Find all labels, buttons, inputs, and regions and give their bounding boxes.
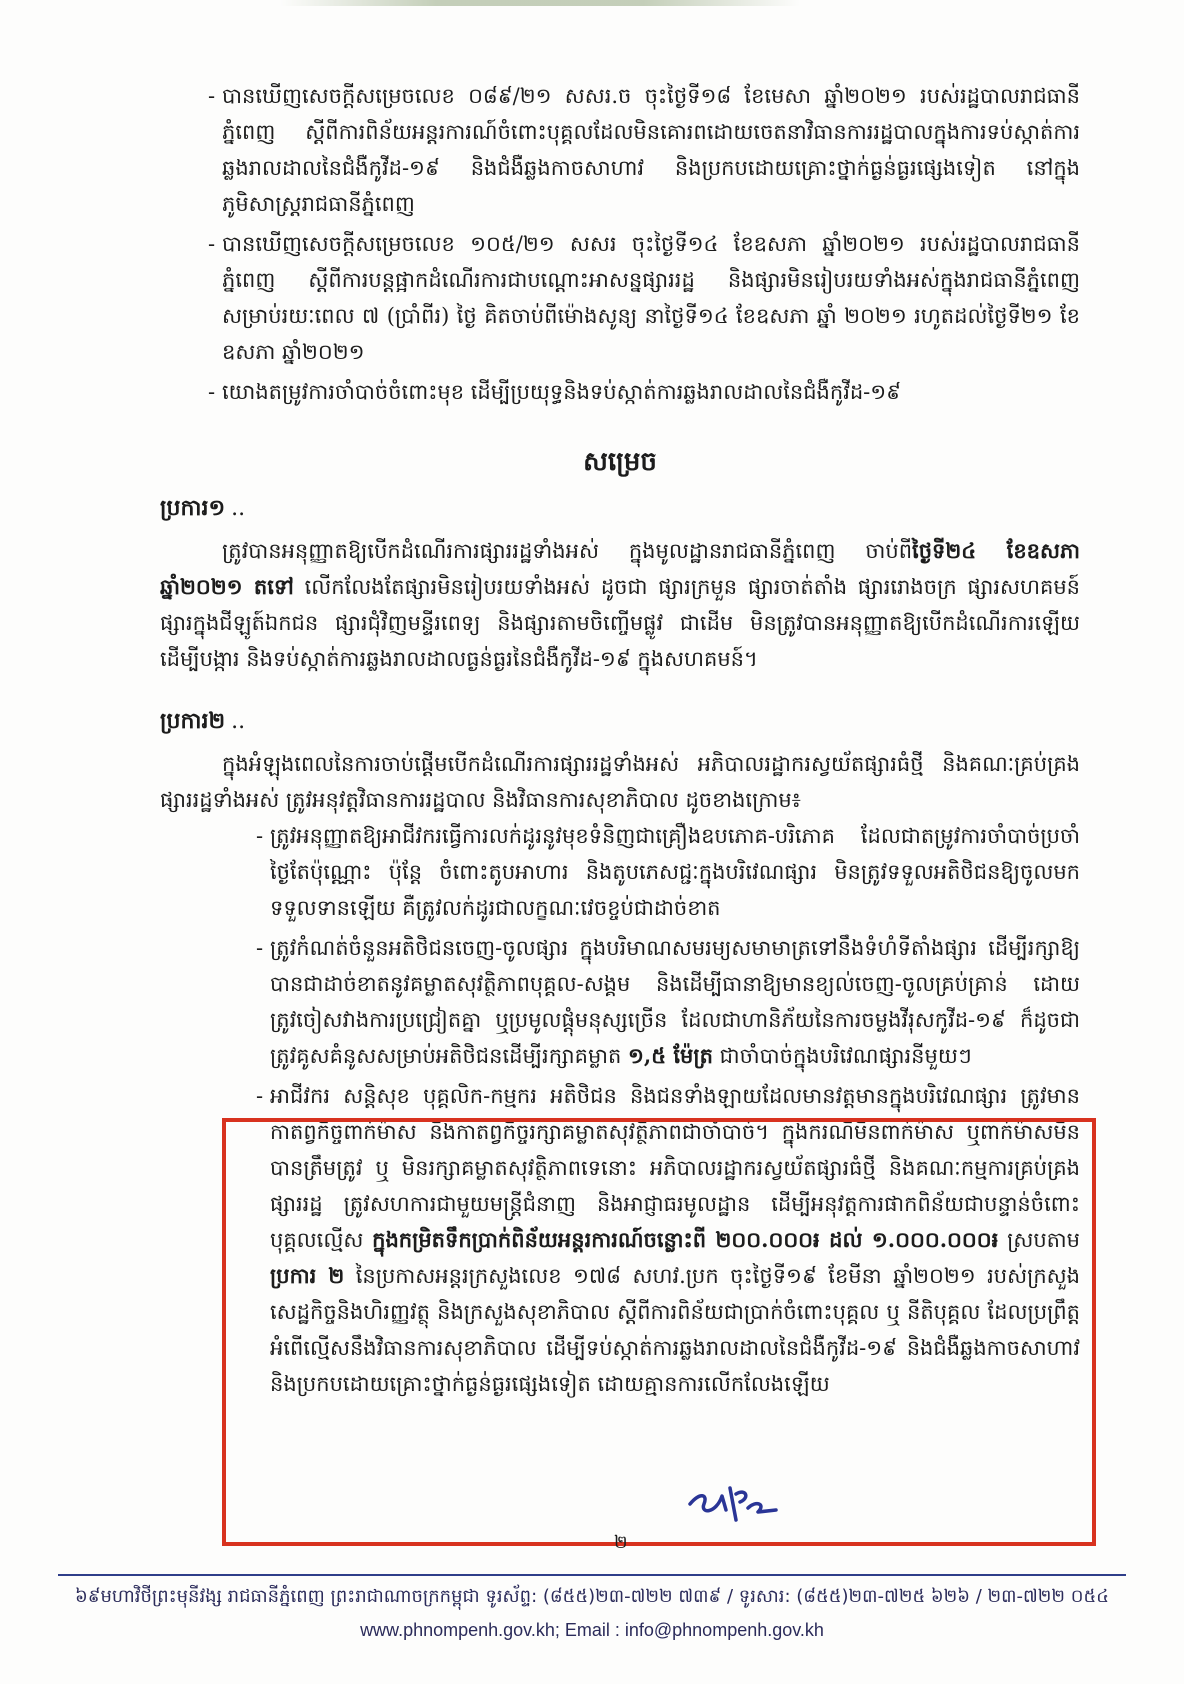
preamble-text: បានឃើញសេចក្ដីសម្រេចលេខ ១០៥/២១ សសរ ចុះថ្ងៃទី១៤ ខែឧសភា ឆ្នាំ២០២១ របស់រដ្ឋបាលរាជធានីភ្នំពេញ ស្ដីពីការបន្តផ្អាកដំណើរការជាបណ្ដោះអាសន្នផ្សាររដ្ឋ និងផ្សារមិនរៀបរយទាំងអស់ក្នុងរាជធានីភ្នំពេញ សម្រាប់រយៈពេល ៧ (ប្រាំពីរ) ថ្ងៃ គិតចាប់ពីម៉ោងសូន្យ នាថ្ងៃទី១៤ ខែឧសភា ឆ្នាំ ២០២១ រហូតដល់ថ្ងៃទី២១ ខែឧសភា ឆ្នាំ២០២១	[222, 232, 1080, 364]
distance-value: ១,៥ ម៉ែត្រ	[627, 1043, 713, 1068]
article-1-dots: ..	[231, 496, 246, 521]
article-2-heading	[160, 703, 1080, 740]
article-2-dots: ..	[231, 709, 246, 734]
footer-contact: www.phnompenh.gov.kh; Email : info@phnompenh.gov.kh	[360, 1620, 824, 1640]
article-1-date: ថ្ងៃទី២៤ ខែឧសភា ឆ្នាំ២០២១ តទៅ	[160, 538, 1080, 599]
red-highlight-box	[222, 1118, 1096, 1546]
bullet-dash: -	[256, 824, 264, 848]
page-number: ២	[614, 1532, 628, 1553]
bullet-dash: -	[208, 380, 216, 404]
article-1-text-a: ត្រូវបានអនុញ្ញាតឱ្យបើកដំណើរការផ្សាររដ្ឋទាំងអស់ ក្នុងមូលដ្ឋានរាជធានីភ្នំពេញ ចាប់ពី	[222, 539, 913, 563]
preamble-item	[160, 226, 1080, 370]
preamble-text: យោងតម្រូវការចាំបាច់ចំពោះមុខ ដើម្បីប្រយុទ្ធនិងទប់ស្កាត់ការឆ្លងរាលដាលនៃជំងឺកូវីដ-១៩	[222, 380, 902, 404]
footer-address: ៦៩មហាវិថីព្រះមុនីវង្ស រាជធានីភ្នំពេញ ព្រះរាជាណាចក្រកម្ពុជា ទូរស័ព្ទ: (៨៥៥)២៣-៧២២ ៧៣៩ / ទូរសារ: (៨៥៥)២៣-៧២៥ ៦២៦ / ២៣-៧២២ ០៥៤	[75, 1586, 1109, 1607]
article-1-heading	[160, 490, 1080, 527]
article-reference: ប្រការ ២	[270, 1263, 345, 1288]
spacer	[160, 677, 1080, 695]
article-2-item-text-a: អាជីវករ សន្តិសុខ បុគ្គលិក-កម្មករ អតិថិជន និងជនទាំងឡាយដែលមានវត្តមានក្នុងបរិវេណផ្សារ ត្រូវមានកាតព្វកិច្ចពាក់ម៉ាស និងកាតព្វកិច្ចរក្សាគម្លាតសុវត្ថិភាពជាចាំបាច់។ ក្នុងករណីមិនពាក់ម៉ាស ឬពាក់ម៉ាសមិនបានត្រឹមត្រូវ ឬ មិនរក្សាគម្លាតសុវត្ថិភាពទេនោះ អភិបាលរដ្ឋាករស្វយ័តផ្សារធំថ្មី និងគណៈកម្មការគ្រប់គ្រងផ្សាររដ្ឋ ត្រូវសហការជាមួយមន្ត្រីជំនាញ និងអាជ្ញាធរមូលដ្ឋាន ដើម្បីអនុវត្តការផាកពិន័យជាបន្ទាន់ចំពោះបុគ្គលល្មើស	[270, 1084, 1080, 1252]
article-2-item	[160, 818, 1080, 926]
fine-range: ក្នុងកម្រិតទឹកប្រាក់ពិន័យអន្តរការណ៍ចន្លោះពី ២០០.០០០៛ ដល់ ១.០០០.០០០៛	[372, 1227, 999, 1252]
article-2-item	[160, 930, 1080, 1074]
article-2-item-text-c: នៃប្រកាសអន្តរក្រសួងលេខ ១៧៨ សហវ.ប្រក ចុះថ្ងៃទី១៩ ខែមីនា ឆ្នាំ២០២១ របស់ក្រសួងសេដ្ឋកិច្ចនិងហិរញ្ញវត្ថុ និងក្រសួងសុខាភិបាល ស្ដីពីការពិន័យជាប្រាក់ចំពោះបុគ្គល ឬ នីតិបុគ្គល ដែលប្រព្រឹត្តអំពើល្មើសនឹងវិធានការសុខាភិបាល ដើម្បីទប់ស្កាត់ការឆ្លងរាលដាលនៃជំងឺកូវីដ-១៩ និងជំងឺឆ្លងកាចសាហាវ និងប្រកបដោយគ្រោះថ្នាក់ធ្ងន់ធ្ងរផ្សេងទៀត ដោយគ្មានការលើកលែងឡើយ	[270, 1264, 1080, 1396]
article-2-item-text-a: ត្រូវកំណត់ចំនួនអតិថិជនចេញ-ចូលផ្សារ ក្នុងបរិមាណសមរម្យសមាមាត្រទៅនឹងទំហំទីតាំងផ្សារ ដើម្បីរក្សាឱ្យបានជាដាច់ខាតនូវគម្លាតសុវត្ថិភាពបុគ្គល-សង្គម និងដើម្បីធានាឱ្យមានខ្យល់ចេញ-ចូលគ្រប់គ្រាន់ ដោយត្រូវចៀសវាងការប្រជ្រៀតគ្នា ឬប្រមូលផ្ដុំមនុស្សច្រើន ដែលជាហានិភ័យនៃការចម្លងវីរុសកូវីដ-១៩ ក៏ដូចជាត្រូវគូសគំនូសសម្រាប់អតិថិជនដើម្បីរក្សាគម្លាត	[270, 936, 1080, 1068]
footer-divider	[58, 1574, 1126, 1576]
article-2-intro: ក្នុងអំឡុងពេលនៃការចាប់ផ្ដើមបើកដំណើរការផ្សាររដ្ឋទាំងអស់ អភិបាលរដ្ឋាករស្វយ័តផ្សារធំថ្មី និងគណៈគ្រប់គ្រងផ្សាររដ្ឋទាំងអស់ ត្រូវអនុវត្តវិធានការរដ្ឋបាល និងវិធានការសុខាភិបាល ដូចខាងក្រោម៖	[160, 752, 1080, 812]
preamble-text: បានឃើញសេចក្ដីសម្រេចលេខ ០៨៩/២១ សសរ.ច ចុះថ្ងៃទី១៨ ខែមេសា ឆ្នាំ២០២១ របស់រដ្ឋបាលរាជធានីភ្នំពេញ ស្ដីពីការពិន័យអន្តរការណ៍ចំពោះបុគ្គលដែលមិនគោរពដោយចេតនាវិធានការរដ្ឋបាលក្នុងការទប់ស្កាត់ការឆ្លងរាលដាលនៃជំងឺកូវីដ-១៩ និងជំងឺឆ្លងកាចសាហាវ និងប្រកបដោយគ្រោះថ្នាក់ធ្ងន់ធ្ងរផ្សេងទៀត នៅក្នុងភូមិសាស្ត្ររាជធានីភ្នំពេញ	[222, 84, 1080, 216]
initials-signature-icon	[686, 1474, 786, 1524]
article-1-title: ប្រការ១	[160, 495, 226, 521]
bullet-dash: -	[208, 84, 216, 108]
article-2-item-text: ត្រូវអនុញ្ញាតឱ្យអាជីវករធ្វើការលក់ដូរនូវមុខទំនិញជាគ្រឿងឧបភោគ-បរិភោគ ដែលជាតម្រូវការចាំបាច់ប្រចាំថ្ងៃតែប៉ុណ្ណោះ ប៉ុន្តែ ចំពោះតូបអាហារ និងតូបភេសជ្ជៈក្នុងបរិវេណផ្សារ មិនត្រូវទទួលអតិថិជនឱ្យចូលមកទទួលទានឡើយ គឺត្រូវលក់ដូរជាលក្ខណៈវេចខ្ចប់ជាដាច់ខាត	[270, 824, 1080, 920]
preamble-item	[160, 78, 1080, 222]
article-2-item-text-b: ស្របតាម	[998, 1228, 1080, 1252]
preamble-item	[160, 374, 1080, 410]
article-1-text	[160, 533, 1080, 677]
decision-heading: សម្រេច	[583, 447, 657, 477]
bullet-dash: -	[256, 1084, 264, 1108]
article-2-item-text-b: ជាចាំបាច់ក្នុងបរិវេណផ្សារនីមួយៗ	[712, 1044, 972, 1068]
article-1-text-b: លើកលែងតែផ្សារមិនរៀបរយទាំងអស់ ដូចជា ផ្សារក្រមួន ផ្សារចាត់តាំង ផ្សាររោងចក្រ ផ្សារសហគមន៍ ផ្សារក្នុងជីឡូត៍ឯកជន ផ្សារជុំវិញមន្ទីរពេទ្យ និងផ្សារតាមចិញ្ចើមផ្លូវ ជាដើម មិនត្រូវបានអនុញ្ញាតឱ្យបើកដំណើរការឡើយ ដើម្បីបង្ការ និងទប់ស្កាត់ការឆ្លងរាលដាលធ្ងន់ធ្ងរនៃជំងឺកូវីដ-១៩ ក្នុងសហគមន៍។	[160, 575, 1080, 671]
article-2-title: ប្រការ២	[160, 708, 226, 734]
bullet-dash: -	[208, 232, 216, 256]
header-ornament	[280, 0, 800, 6]
bullet-dash: -	[256, 936, 264, 960]
